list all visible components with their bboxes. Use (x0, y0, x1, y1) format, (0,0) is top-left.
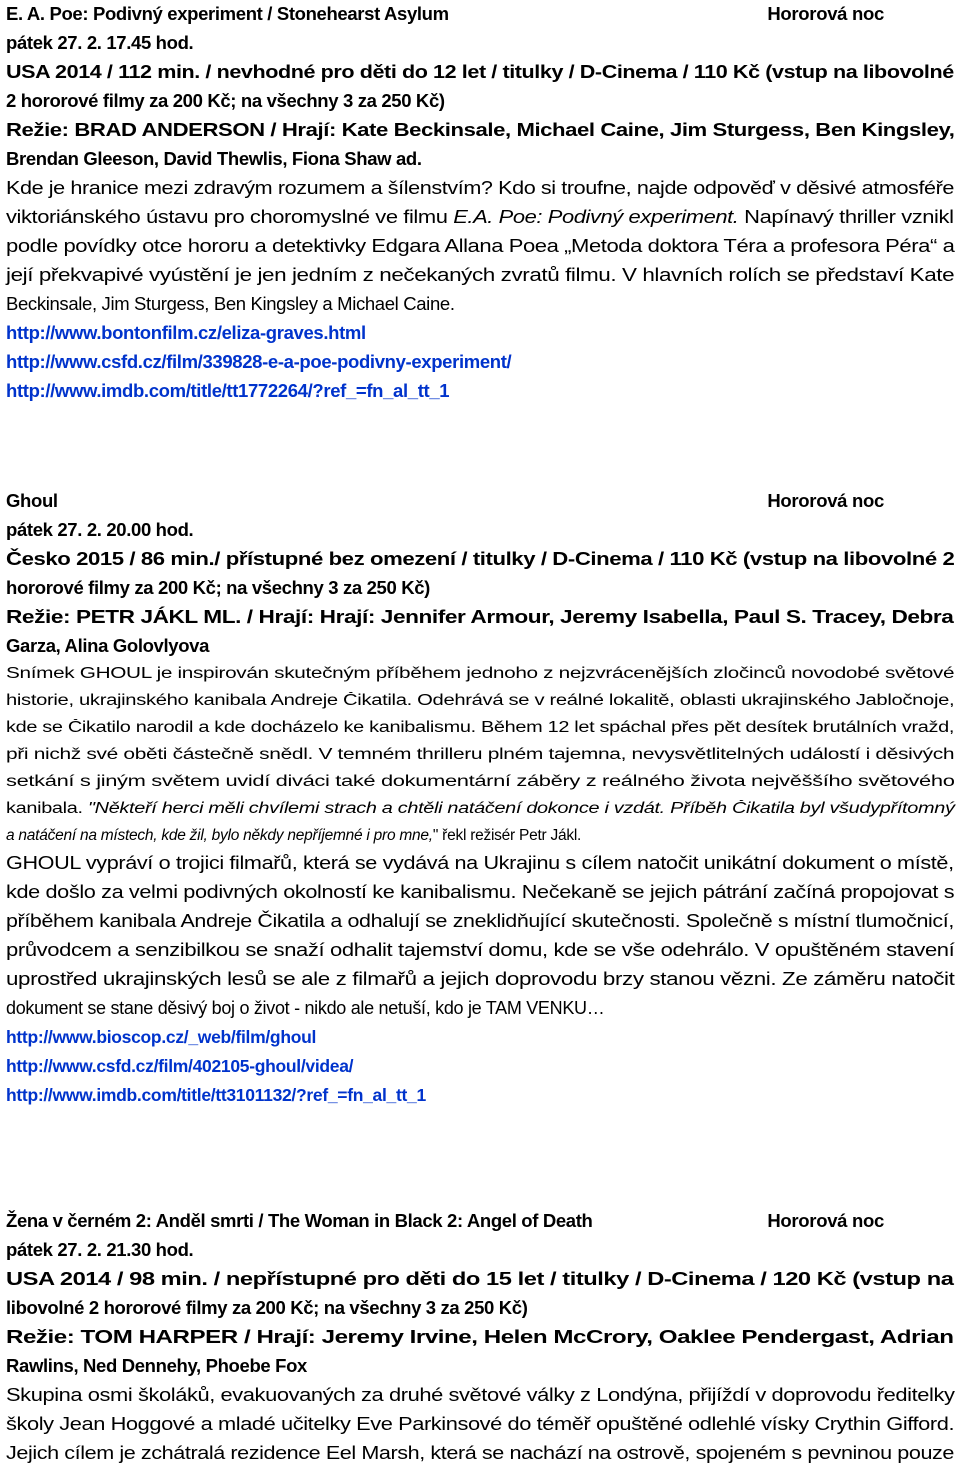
film2-desc-line-5: uprostřed ukrajinských lesů se ale z filmařů a jejich doprovodu brzy stanou vězni. Ze záměru natočit (6, 969, 955, 989)
film2-date: pátek 27. 2. 20.00 hod. (6, 519, 194, 540)
film2-small-line-3: kde se Čikatilo narodil a kde docházelo ke kanibalismu. Během 12 let spáchal přes pět desítek brutálních vražd, (6, 719, 955, 736)
film1-desc-line-2-part-c: Napínavý thriller vznikl (738, 206, 954, 227)
film2-small-line-6 (6, 797, 955, 821)
film2-desc-line-1: GHOUL vypráví o trojici filmařů, která se vydává na Ukrajinu s cílem natočit unikátní dokument o místě, (6, 853, 954, 873)
film2-genre: Hororová noc (767, 490, 884, 511)
film3-credits-line-1: Režie: TOM HARPER / Hrají: Jeremy Irvine, Helen McCrory, Oaklee Pendergast, Adrian (6, 1326, 954, 1347)
film2-small-line-7 (6, 824, 581, 848)
film1-credits-line-1: Režie: BRAD ANDERSON / Hrají: Kate Beckinsale, Michael Caine, Jim Sturgess, Ben Kingsley, (6, 119, 955, 140)
film1-desc-line-2-part-a: viktoriánského ústavu pro choromyslné ve filmu (6, 206, 454, 227)
film2-desc-line-3: příběhem kanibala Andreje Čikatila a odhalují se zneklidňující skutečnosti. Společně s místní tlumočnicí, (6, 911, 954, 931)
film2-quote-italic-1: "Někteří herci měli chvílemi strach a chtěli natáčení dokonce i vzdát. Příběh Čikatila byl všudypřítomný (87, 800, 955, 817)
film2-quote-italic-2: a natáčení na místech, kde žil, bylo někdy nepříjemné i pro mne, (6, 827, 433, 844)
film1-link-csfd[interactable]: http://www.csfd.cz/film/339828-e-a-poe-podivny-experiment/ (6, 351, 512, 372)
film1-desc-line-3: podle povídky otce hororu a detektivky Edgara Allana Poea „Metoda doktora Téra a profesora Péra“ a (6, 235, 955, 256)
film1-link-imdb[interactable]: http://www.imdb.com/title/tt1772264/?ref_=fn_al_tt_1 (6, 380, 450, 401)
film1-credits-line-2: Brendan Gleeson, David Thewlis, Fiona Shaw ad. (6, 148, 422, 169)
film3-credits-line-2: Rawlins, Ned Dennehy, Phoebe Fox (6, 1355, 307, 1376)
film3-info-line-1: USA 2014 / 98 min. / nepřístupné pro děti do 15 let / titulky / D-Cinema / 120 Kč (vstup na (6, 1268, 954, 1289)
film1-desc-line-4: její překvapivé vyústění je jen jedním z nečekaných zvratů filmu. V hlavních rolích se představí Kate (6, 264, 955, 285)
film2-info-line-2: hororové filmy za 200 Kč; na všechny 3 za 250 Kč) (6, 577, 430, 598)
film1-genre: Hororová noc (767, 3, 884, 24)
film2-small-line-4: při nichž své oběti částečně snědl. V temném thrilleru plném tajemna, nevysvětlitelných událostí i děsivých (6, 746, 955, 763)
film3-desc-line-3: Jejich cílem je zchátralá rezidence Eel Marsh, která se nachází na ostrově, spojeném s pevninou pouze (6, 1442, 955, 1463)
film3-date: pátek 27. 2. 21.30 hod. (6, 1239, 194, 1260)
film1-info-line-2: 2 hororové filmy za 200 Kč; na všechny 3 za 250 Kč) (6, 90, 445, 111)
film1-info-line-1: USA 2014 / 112 min. / nevhodné pro děti do 12 let / titulky / D-Cinema / 110 Kč (vstup na libovolné (6, 61, 954, 82)
film1-date: pátek 27. 2. 17.45 hod. (6, 32, 194, 53)
film3-title: Žena v černém 2: Anděl smrti / The Woman in Black 2: Angel of Death (6, 1210, 593, 1231)
film2-small-line-5: setkání s jiným světem uvidí diváci také dokumentární záběry z reálného života nejvěššího světového (6, 773, 955, 790)
film2-small-line-6-part-a: kanibala. (6, 800, 88, 817)
film2-link-csfd[interactable]: http://www.csfd.cz/film/402105-ghoul/videa/ (6, 1056, 354, 1076)
film2-small-line-2: historie, ukrajinského kanibala Andreje Čikatila. Odehrává se v reálné lokalitě, oblasti ukrajinského Jabločnoje, (6, 692, 955, 709)
film2-link-bioscop[interactable]: http://www.bioscop.cz/_web/film/ghoul (6, 1027, 317, 1047)
film1-desc-line-5: Beckinsale, Jim Sturgess, Ben Kingsley a Michael Caine. (6, 293, 455, 314)
film2-desc-line-4: průvodcem a senzibilkou se snaží odhalit tajemství domu, kde se vše odehrálo. V opuštěném stavení (6, 940, 955, 960)
film3-genre: Hororová noc (767, 1210, 884, 1231)
film2-link-imdb[interactable]: http://www.imdb.com/title/tt3101132/?ref_=fn_al_tt_1 (6, 1085, 426, 1105)
film1-title: E. A. Poe: Podivný experiment / Stonehearst Asylum (6, 3, 449, 24)
film2-desc-line-6: dokument se stane děsivý boj o život - nikdo ale netuší, kdo je TAM VENKU… (6, 998, 605, 1018)
film1-desc-line-1: Kde je hranice mezi zdravým rozumem a šílenstvím? Kdo si troufne, najde odpověď v děsivé atmosféře (6, 177, 955, 198)
film2-info-line-1: Česko 2015 / 86 min./ přístupné bez omezení / titulky / D-Cinema / 110 Kč (vstup na libovolné 2 (6, 548, 955, 569)
film1-link-bontonfilm[interactable]: http://www.bontonfilm.cz/eliza-graves.html (6, 322, 366, 343)
film2-credits-line-1: Režie: PETR JÁKL ML. / Hrají: Hrají: Jennifer Armour, Jeremy Isabella, Paul S. Tracey, Debra (6, 606, 954, 627)
film2-desc-line-2: kde došlo za velmi podivných okolností ke kanibalismu. Nečekaně se jejich pátrání začíná propojovat s (6, 882, 955, 902)
film2-credits-line-2: Garza, Alina Golovlyova (6, 635, 210, 656)
film2-small-line-7-part-b: " řekl režisér Petr Jákl. (432, 827, 582, 844)
film1-desc-line-2 (6, 205, 954, 229)
film3-desc-line-2: školy Jean Hoggové a mladé učitelky Eve Parkinsové do téměř opuštěné odlehlé vísky Crythin Gifford. (6, 1413, 955, 1434)
film2-small-line-1: Snímek GHOUL je inspirován skutečným příběhem jednoho z nejzvrácenějších zločinců novodobé světové (6, 665, 955, 682)
film3-info-line-2: libovolné 2 hororové filmy za 200 Kč; na všechny 3 za 250 Kč) (6, 1297, 528, 1318)
film2-title: Ghoul (6, 490, 58, 511)
film1-desc-title-italic: E.A. Poe: Podivný experiment. (453, 206, 739, 227)
film3-desc-line-1: Skupina osmi školáků, evakuovaných za druhé světové války z Londýna, přijíždí v doprovodu ředitelky (6, 1384, 955, 1405)
